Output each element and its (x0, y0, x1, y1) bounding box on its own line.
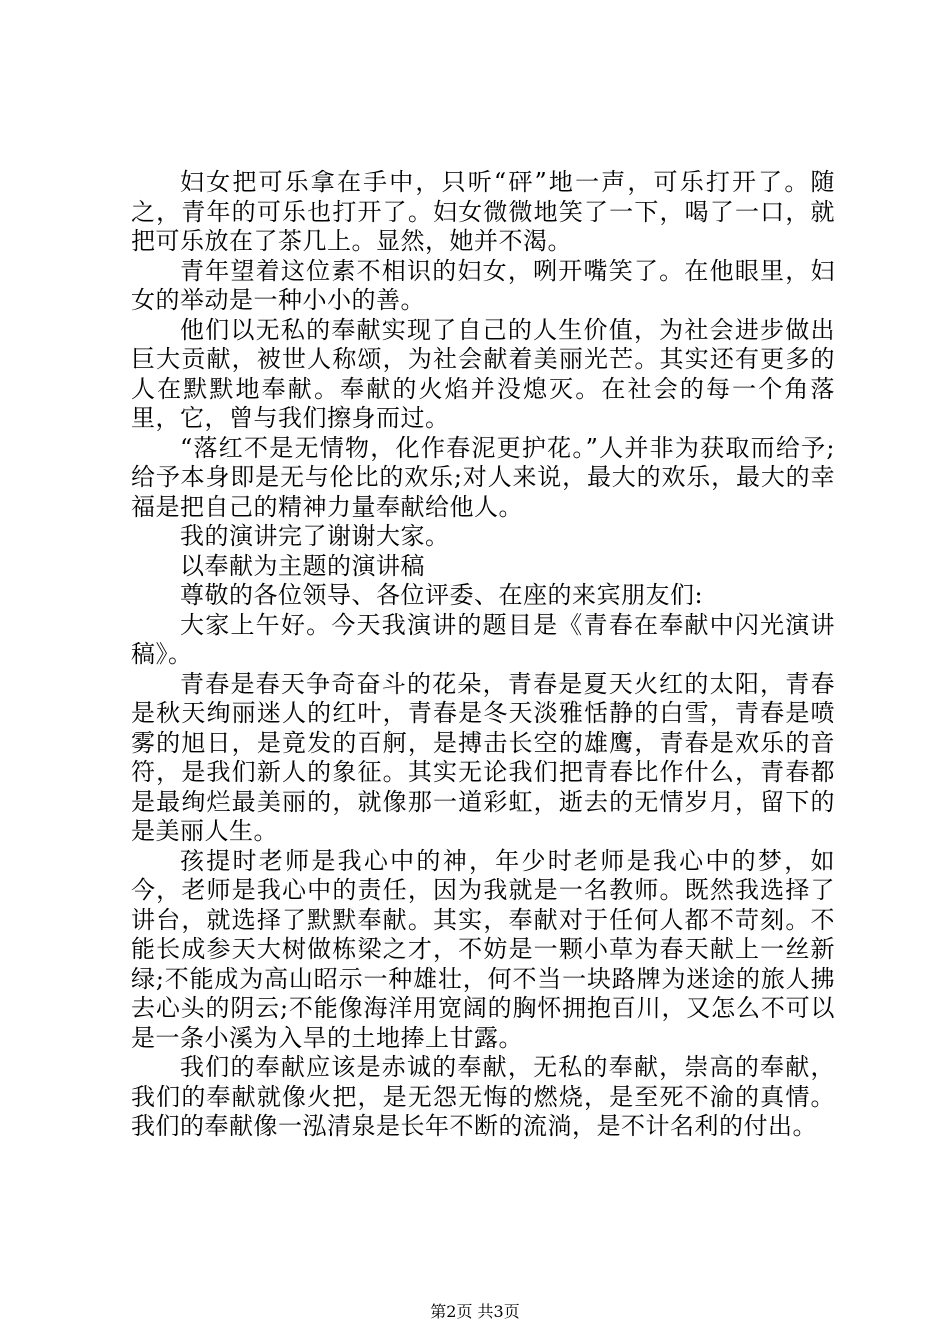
paragraph: “落红不是无情物，化作春泥更护花。”人并非为获取而给予;给予本身即是无与伦比的欢乐;对人来说，最大的欢乐，最大的幸福是把自己的精神力量奉献给他人。 (131, 433, 835, 521)
page-number-footer: 第2页 共3页 (430, 1302, 520, 1321)
paragraph: 妇女把可乐拿在手中，只听“砰”地一声，可乐打开了。随之，青年的可乐也打开了。妇女微微地笑了一下，喝了一口，就把可乐放在了茶几上。显然，她并不渴。 (131, 168, 835, 255)
paragraph: 大家上午好。今天我演讲的题目是《青春在奉献中闪光演讲稿》。 (131, 610, 835, 668)
document-body (131, 168, 835, 1142)
paragraph: 青春是春天争奇奋斗的花朵，青春是夏天火红的太阳，青春是秋天绚丽迷人的红叶，青春是冬天淡雅恬静的白雪，青春是喷雾的旭日，是竟发的百舸，是搏击长空的雄鹰，青春是欢乐的音符，是我们新人的象征。其实无论我们把青春比作什么，青春都是最绚烂最美丽的，就像那一道彩虹，逝去的无情岁月，留下的是美丽人生。 (131, 669, 835, 845)
paragraph: 孩提时老师是我心中的神，年少时老师是我心中的梦，如今，老师是我心中的责任，因为我就是一名教师。既然我选择了讲台，就选择了默默奉献。其实，奉献对于任何人都不苛刻。不能长成参天大树做栋梁之才，不妨是一颗小草为春天献上一丝新绿;不能成为高山昭示一种雄壮，何不当一块路牌为迷途的旅人拂去心头的阴云;不能像海洋用宽阔的胸怀拥抱百川，又怎么不可以是一条小溪为入旱的土地捧上甘露。 (131, 846, 835, 1052)
salutation: 尊敬的各位领导、各位评委、在座的来宾朋友们: (180, 581, 704, 609)
paragraph: 他们以无私的奉献实现了自己的人生价值，为社会进步做出巨大贡献，被世人称颂，为社会献着美丽光芒。其实还有更多的人在默默地奉献。奉献的火焰并没熄灭。在社会的每一个角落里，它，曾与我们擦身而过。 (131, 315, 835, 432)
paragraph: 我的演讲完了谢谢大家。 (180, 522, 450, 550)
paragraph: 我们的奉献应该是赤诚的奉献，无私的奉献，崇高的奉献，我们的奉献就像火把，是无怨无悔的燃烧，是至死不渝的真情。我们的奉献像一泓清泉是长年不断的流淌，是不计名利的付出。 (131, 1053, 835, 1140)
section-title: 以奉献为主题的演讲稿 (180, 551, 425, 580)
paragraph: 青年望着这位素不相识的妇女，咧开嘴笑了。在他眼里，妇女的举动是一种小小的善。 (131, 256, 835, 314)
